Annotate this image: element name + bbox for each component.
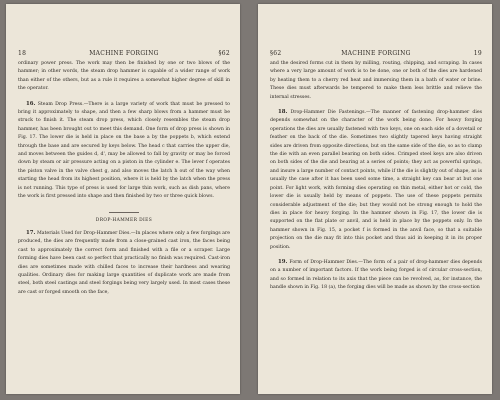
right-page (258, 4, 492, 394)
left-body-text (18, 60, 230, 384)
section-19-text: Form of Drop-Hammer Dies.—The form of a pair of drop-hammer dies depends on a number of important factors. If the work being forged is of circular cross-section, and so formed in relation to its axis that the piece can be revolved, as, for instance, the handle shown in Fig. 18 (a), the forging dies will be made as shown by the cross-section (270, 259, 482, 291)
left-paragraph-section-16 (18, 100, 230, 202)
right-paragraph-1: and the desired forms cut in them by milling, routing, chipping, and scraping. In cases where a very large amount of work is to be done, one or both of the dies are hardened by heating them to a cherry red heat and immersing them in a bath of water or brine. These dies must afterwards be tempered to make them less brittle and relieve the internal stresses. (270, 61, 482, 100)
section-16-number: 16. (26, 100, 36, 107)
left-running-title: MACHINE FORGING (89, 49, 159, 57)
drop-hammer-dies-heading: DROP-HAMMER DIES (95, 217, 153, 223)
left-section-marker: §62 (218, 49, 230, 57)
section-16-text: Steam Drop Press.—There is a large variety of work that must be pressed to bring it approximately to shape, and then a few sharp blows from a hammer must be struck to finish it. The steam drop press, which closely resembles the steam drop hammer, has been brought out to meet this demand. One form of drop press is shown in Fig. 17. The lower die is held in place on the base a by the poppets b, which extend through the base and are secured by keys below. The head c that carries the upper die, and moves between the guides d, d', may be allowed to fall by gravity or may be forced down by steam or air pressure acting on a piston in the cylinder e. The lever f operates the piston valve in the valve chest g, and also moves the latch h out of the way when starting the head from its highest position, where it is held by the latch when the press is not running. This type of press is used for large thin work, such as dish pans, where the work is first pressed into shape and then finished by two or three quick blows. (18, 101, 230, 200)
left-page (6, 4, 240, 394)
left-paragraph-section-17 (18, 229, 230, 297)
right-paragraph-section-19 (270, 258, 482, 293)
right-section-marker: §62 (270, 49, 282, 57)
section-19-number: 19. (278, 258, 288, 265)
right-running-title: MACHINE FORGING (341, 49, 411, 57)
right-page-number: 19 (473, 49, 482, 57)
left-paragraph-1: ordinary power press. The work may then be finished by one or two blows of the hammer; in other words, the steam drop hammer is capable of a wider range of work than either of the others, but as a rule it requires a somewhat higher degree of skill in the operator. (18, 61, 230, 92)
section-18-text: Drop-Hammer Die Fastenings.—The manner of fastening drop-hammer dies depends somewhat on the character of the work being done. For heavy forging operations the dies are usually fastened with two keys, one on each side of a dovetail or feather on the back of the die. Sometimes two slightly tapered keys having straight sides are driven from opposite directions, but on the same side of the die, so as to clamp the die with an even parallel bearing on both sides. Crimped steel keys are also driven on both sides of the die and bearing at a series of points; they act as powerful springs, and insure a large number of contact points, while if the die is slightly out of shape, as is usually the case after it has been used some time, a straight key can bear at but one point. For light work, with forming dies operating on thin metal, either hot or cold, the lower die is usually held by means of poppets. The use of these poppets permits considerable adjustment of the die; but they would not be strong enough to hold the dies in place for heavy forging. In the hammer shown in Fig. 17, the lower die is supported on the flat plate or anvil, and is held in place by the poppets only. In the hammer shown in Fig. 15, a pocket f is formed in the anvil face, so that a suitable projection on the die may fit into this pocket and thus aid in keeping it in its proper position. (270, 110, 482, 250)
section-divider (109, 212, 139, 213)
section-17-number: 17. (26, 229, 36, 236)
section-17-text: Materials Used for Drop-Hammer Dies.—In places where only a few forgings are produced, the dies are frequently made from a close-grained cast iron, the faces being cast to approximately the correct form and finished with a file or a scraper. Large forming dies have been cast so perfect that practically no finish was required. Cast-iron dies are sometimes made with chilled faces to increase their hardness and wearing qualities. Ordinary dies for making large quantities of duplicate work are made from steel, both steel castings and steel forgings being very largely used. In most cases these are cast or forged smooth on the face, (18, 230, 230, 295)
right-running-head (270, 48, 482, 58)
section-18-number: 18. (278, 109, 288, 116)
left-running-head (18, 48, 230, 58)
right-body-text (270, 60, 482, 384)
right-paragraph-section-18 (270, 108, 482, 252)
left-page-number: 18 (18, 49, 27, 57)
